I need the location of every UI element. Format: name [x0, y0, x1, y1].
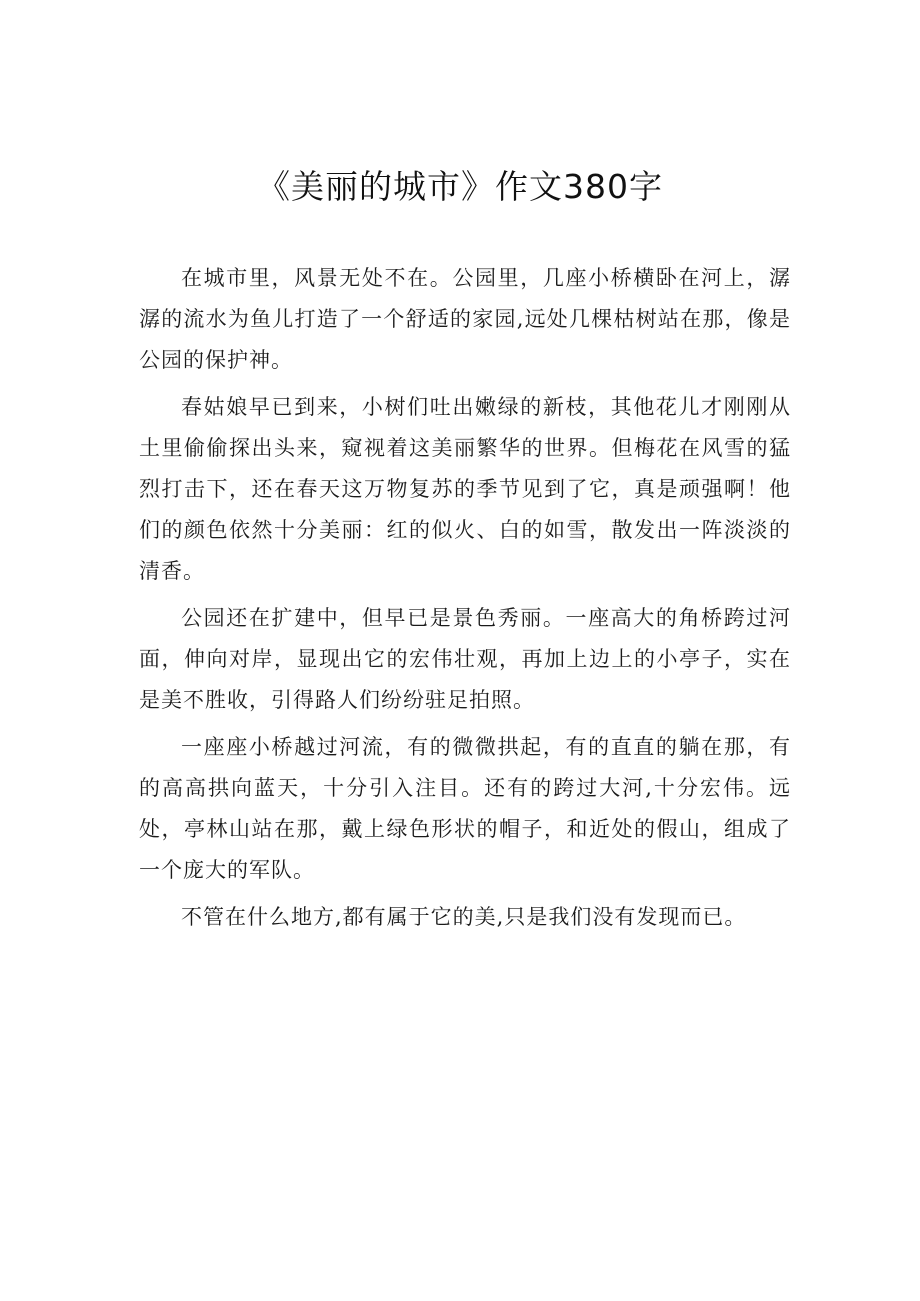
paragraph-3: 公园还在扩建中，但早已是景色秀丽。一座高大的角桥跨过河面，伸向对岸，显现出它的宏伟壮观，再加上边上的小亭子，实在是美不胜收，引得路人们纷纷驻足拍照。 [139, 606, 791, 712]
paragraph-5: 不管在什么地方,都有属于它的美,只是我们没有发现而已。 [181, 905, 747, 929]
paragraph-2: 春姑娘早已到来，小树们吐出嫩绿的新枝，其他花儿才刚刚从土里偷偷探出头来，窥视着这美丽繁华的世界。但梅花在风雪的猛烈打击下，还在春天这万物复苏的季节见到了它，真是顽强啊！他们的颜色依然十分美丽：红的似火、白的如雪，散发出一阵淡淡的清香。 [139, 395, 791, 583]
document-title: 《美丽的城市》作文380字 [257, 167, 663, 206]
paragraph-1: 在城市里，风景无处不在。公园里，几座小桥横卧在河上，潺潺的流水为鱼儿打造了一个舒适的家园,远处几棵枯树站在那，像是公园的保护神。 [139, 266, 791, 372]
document-body [139, 258, 791, 944]
paragraph-4: 一座座小桥越过河流，有的微微拱起，有的直直的躺在那，有的高高拱向蓝天，十分引入注目。还有的跨过大河,十分宏伟。远处，亭林山站在那，戴上绿色形状的帽子，和近处的假山，组成了一个庞大的军队。 [139, 735, 791, 882]
